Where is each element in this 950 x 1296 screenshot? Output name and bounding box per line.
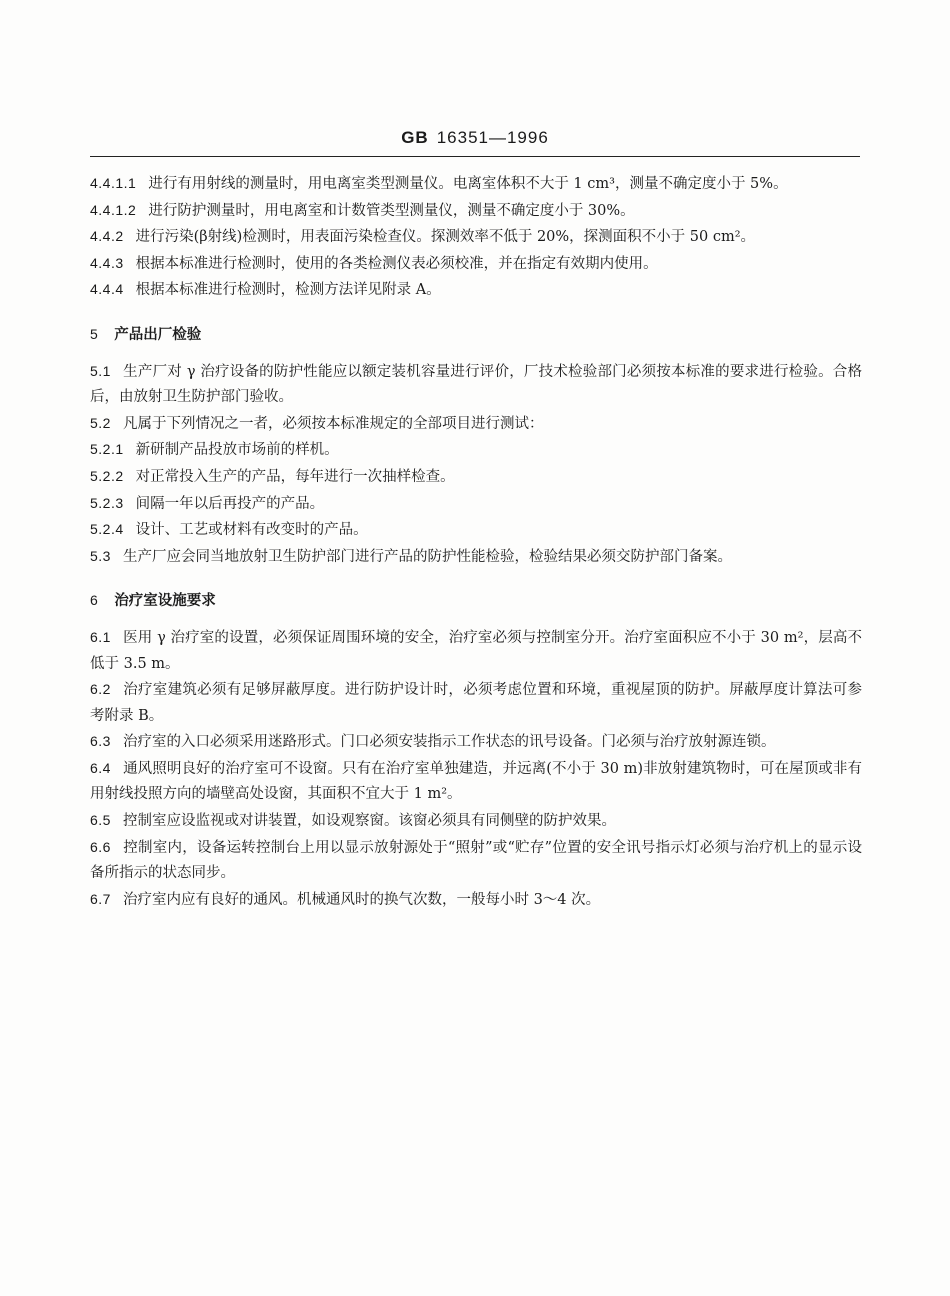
clause-text: 凡属于下列情况之一者，必须按本标准规定的全部项目进行测试： — [122, 415, 544, 432]
clause-paragraph — [90, 251, 862, 278]
clause-text: 控制室内，设备运转控制台上用以显示放射源处于“照射”或“贮存”位置的安全讯号指示灯必须与治疗机上的显示设备所指示的状态同步。 — [90, 839, 862, 882]
clause-text: 生产厂对 γ 治疗设备的防护性能应以额定装机容量进行评价，厂技术检验部门必须按本标准的要求进行检验。合格后，由放射卫生防护部门验收。 — [90, 363, 862, 406]
clause-text: 设计、工艺或材料有改变时的产品。 — [135, 522, 368, 539]
clause-text: 医用 γ 治疗室的设置，必须保证周围环境的安全，治疗室必须与控制室分开。治疗室面积应不小于 30 m²，层高不低于 3.5 m。 — [90, 629, 862, 672]
clause-text: 治疗室建筑必须有足够屏蔽厚度。进行防护设计时，必须考虑位置和环境，重视屋顶的防护。屏蔽厚度计算法可参考附录 B。 — [90, 682, 862, 724]
clause-paragraph — [90, 437, 862, 464]
clause-paragraph — [90, 171, 862, 198]
clause-number: 5.3 — [90, 547, 111, 564]
clause-number: 5.2.4 — [90, 521, 124, 538]
clause-text: 进行防护测量时，用电离室和计数管类型测量仪，测量不确定度小于 30%。 — [148, 202, 635, 219]
clause-text: 治疗室的入口必须采用迷路形式。门口必须安装指示工作状态的讯号设备。门必须与治疗放射源连锁。 — [122, 734, 776, 751]
clause-text: 根据本标准进行检测时，使用的各类检测仪表必须校准，并在指定有效期内使用。 — [135, 255, 658, 272]
clause-paragraph — [90, 411, 862, 438]
clause-text: 进行有用射线的测量时，用电离室类型测量仪。电离室体积不大于 1 cm³，测量不确定度小于 5%。 — [148, 176, 788, 192]
clause-paragraph — [90, 756, 862, 808]
clause-number: 6.1 — [90, 628, 111, 645]
section-heading — [90, 322, 862, 349]
clause-text: 产品出厂检验 — [114, 326, 202, 343]
clause-number: 5.2 — [90, 414, 111, 431]
standard-code: 16351—1996 — [436, 128, 549, 147]
header-rule — [90, 156, 860, 157]
clause-paragraph — [90, 491, 862, 518]
clause-text: 进行污染(β射线)检测时，用表面污染检查仪。探测效率不低于 20%，探测面积不小于 50 cm²。 — [135, 229, 756, 246]
clause-number: 6 — [90, 592, 99, 609]
clause-number: 4.4.2 — [90, 228, 124, 245]
clause-number: 4.4.4 — [90, 281, 124, 298]
clause-text: 间隔一年以后再投产的产品。 — [135, 495, 325, 512]
clause-paragraph — [90, 808, 862, 835]
clause-number: 4.4.1.2 — [90, 201, 137, 218]
standard-prefix: GB — [401, 128, 429, 147]
clause-number: 6.5 — [90, 812, 111, 829]
clause-text: 对正常投入生产的产品，每年进行一次抽样检查。 — [135, 468, 455, 485]
clause-text: 治疗室内应有良好的通风。机械通风时的换气次数，一般每小时 3～4 次。 — [122, 891, 601, 908]
clause-text: 根据本标准进行检测时，检测方法详见附录 A。 — [135, 282, 441, 299]
clause-paragraph — [90, 887, 862, 914]
clause-number: 4.4.1.1 — [90, 175, 137, 191]
clause-text: 控制室应设监视或对讲装置，如设观察窗。该窗必须具有同侧壁的防护效果。 — [122, 813, 616, 830]
clause-number: 4.4.3 — [90, 254, 124, 271]
clause-text: 通风照明良好的治疗室可不设窗。只有在治疗室单独建造，并远离(不小于 30 m)非放射建筑物时，可在屋顶或非有用射线投照方向的墙壁高处设窗，其面积不宜大于 1 m²。 — [90, 760, 862, 803]
clause-paragraph — [90, 835, 862, 887]
clause-paragraph — [90, 359, 862, 411]
page-header — [0, 128, 950, 148]
clause-number: 5.2.1 — [90, 441, 124, 458]
clause-paragraph — [90, 277, 862, 304]
clause-number: 5.2.3 — [90, 494, 124, 511]
clause-number: 5.2.2 — [90, 467, 124, 484]
clause-paragraph — [90, 517, 862, 544]
clause-text: 新研制产品投放市场前的样机。 — [135, 442, 339, 459]
document-body — [90, 171, 862, 913]
clause-number: 6.7 — [90, 890, 111, 907]
clause-paragraph — [90, 224, 862, 251]
clause-number: 5 — [90, 325, 99, 342]
clause-number: 5.1 — [90, 362, 111, 379]
clause-text: 生产厂应会同当地放射卫生防护部门进行产品的防护性能检验，检验结果必须交防护部门备案。 — [122, 548, 732, 565]
clause-paragraph — [90, 544, 862, 571]
clause-paragraph — [90, 198, 862, 225]
clause-number: 6.2 — [90, 681, 111, 698]
clause-paragraph — [90, 464, 862, 491]
clause-paragraph — [90, 625, 862, 677]
section-heading — [90, 588, 862, 615]
clause-text: 治疗室设施要求 — [114, 593, 216, 610]
clause-number: 6.6 — [90, 838, 111, 855]
clause-paragraph — [90, 677, 862, 729]
clause-paragraph — [90, 729, 862, 756]
clause-number: 6.4 — [90, 759, 111, 776]
clause-number: 6.3 — [90, 733, 111, 750]
